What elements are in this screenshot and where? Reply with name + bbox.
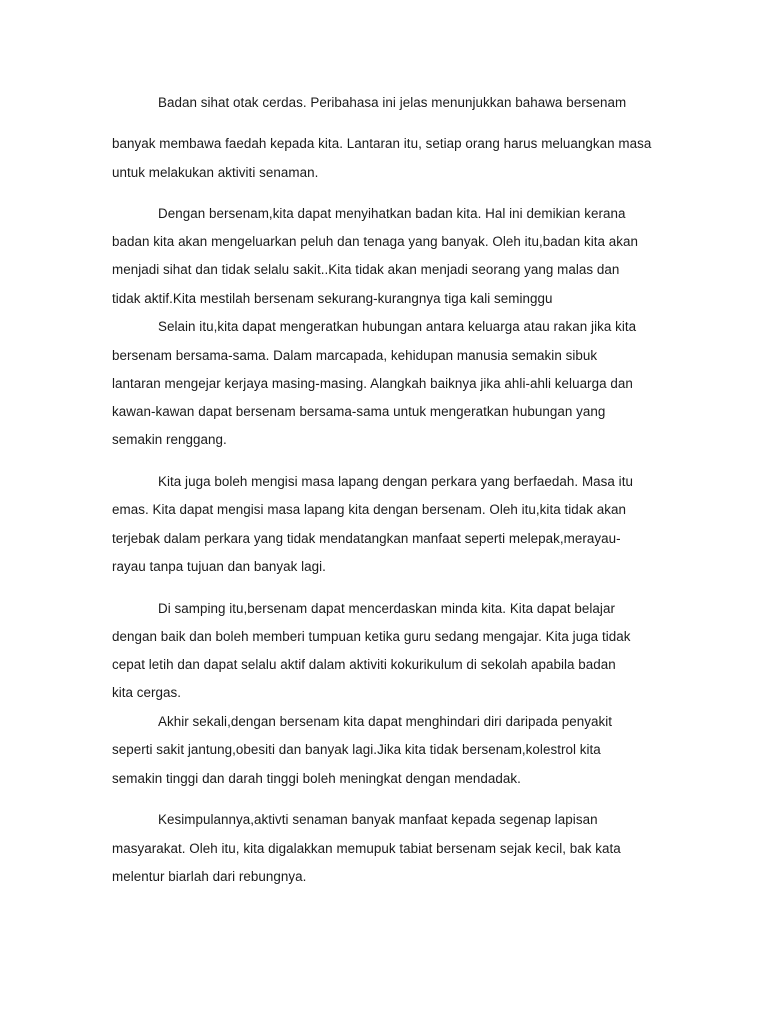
paragraph-4-line-2: emas. Kita dapat mengisi masa lapang kita dengan bersenam. Oleh itu,kita tidak akan	[112, 502, 627, 517]
paragraph-4-line-1: Kita juga boleh mengisi masa lapang dengan perkara yang berfaedah. Masa itu	[158, 474, 633, 489]
paragraph-5-line-3: cepat letih dan dapat selalu aktif dalam aktiviti kokurikulum di sekolah apabila badan	[112, 657, 616, 672]
paragraph-6-line-1: Akhir sekali,dengan bersenam kita dapat menghindari diri daripada penyakit	[158, 714, 613, 729]
paragraph-4-line-4: rayau tanpa tujuan dan banyak lagi.	[112, 559, 326, 574]
paragraph-3-line-5: semakin renggang.	[112, 432, 227, 447]
paragraph-5-line-1: Di samping itu,bersenam dapat mencerdaskan minda kita. Kita dapat belajar	[158, 601, 615, 616]
paragraph-3-line-1: Selain itu,kita dapat mengeratkan hubungan antara keluarga atau rakan jika kita	[158, 319, 637, 334]
paragraph-2-line-4: tidak aktif.Kita mestilah bersenam sekurang-kurangnya tiga kali seminggu	[112, 291, 553, 306]
paragraph-5-line-2: dengan baik dan boleh memberi tumpuan ketika guru sedang mengajar. Kita juga tidak	[112, 629, 631, 644]
paragraph-2-line-1: Dengan bersenam,kita dapat menyihatkan badan kita. Hal ini demikian kerana	[158, 206, 626, 221]
paragraph-7-line-2: masyarakat. Oleh itu, kita digalakkan memupuk tabiat bersenam sejak kecil, bak kata	[112, 841, 621, 856]
paragraph-2-line-2: badan kita akan mengeluarkan peluh dan tenaga yang banyak. Oleh itu,badan kita akan	[112, 234, 639, 249]
paragraph-1-line-2: banyak membawa faedah kepada kita. Lantaran itu, setiap orang harus meluangkan masa	[112, 136, 652, 151]
paragraph-7-line-1: Kesimpulannya,aktivti senaman banyak manfaat kepada segenap lapisan	[158, 812, 598, 827]
paragraph-3-line-4: kawan-kawan dapat bersenam bersama-sama untuk mengeratkan hubungan yang	[112, 404, 606, 419]
paragraph-2-line-3: menjadi sihat dan tidak selalu sakit..Kita tidak akan menjadi seorang yang malas dan	[112, 262, 620, 277]
paragraph-5-line-4: kita cergas.	[112, 685, 182, 700]
paragraph-1-line-3: untuk melakukan aktiviti senaman.	[112, 165, 319, 180]
paragraph-3-line-2: bersenam bersama-sama. Dalam marcapada, kehidupan manusia semakin sibuk	[112, 348, 598, 363]
paragraph-7-line-3: melentur biarlah dari rebungnya.	[112, 869, 307, 884]
paragraph-6-line-3: semakin tinggi dan darah tinggi boleh meningkat dengan mendadak.	[112, 771, 521, 786]
paragraph-6-line-2: seperti sakit jantung,obesiti dan banyak lagi.Jika kita tidak bersenam,kolestrol kita	[112, 742, 601, 757]
paragraph-4-line-3: terjebak dalam perkara yang tidak mendatangkan manfaat seperti melepak,merayau-	[112, 531, 621, 546]
paragraph-3-line-3: lantaran mengejar kerjaya masing-masing. Alangkah baiknya jika ahli-ahli keluarga dan	[112, 376, 633, 391]
paragraph-1-line-1: Badan sihat otak cerdas. Peribahasa ini jelas menunjukkan bahawa bersenam	[158, 95, 627, 110]
